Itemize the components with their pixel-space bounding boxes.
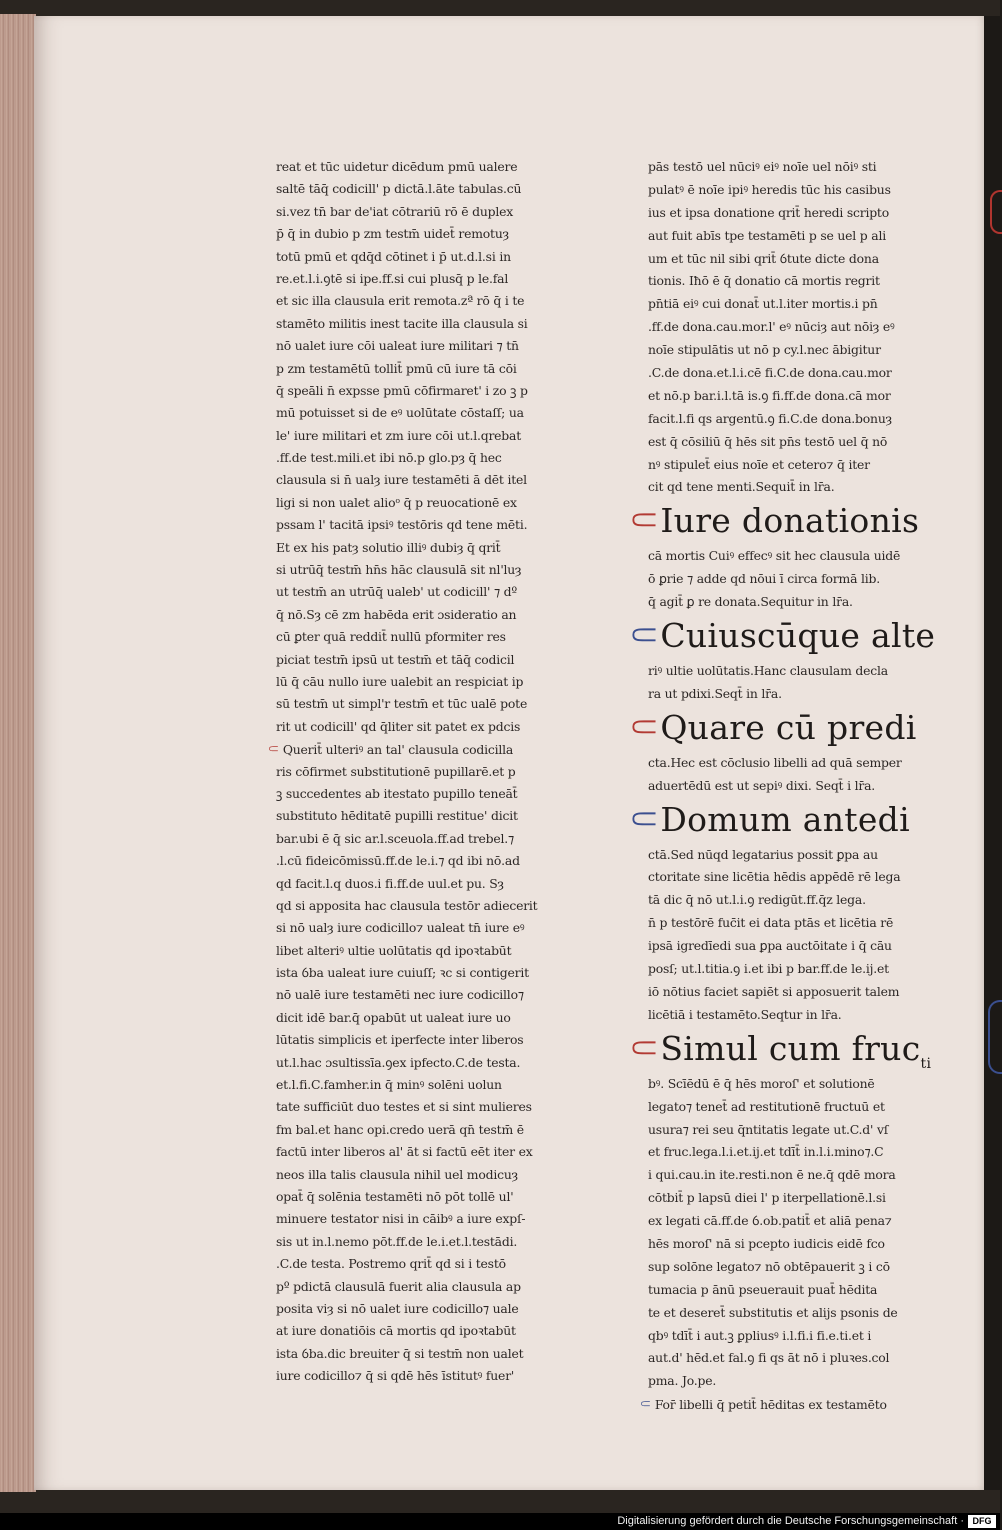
section-heading xyxy=(624,1025,932,1073)
text-line-content: libet alteriꝰ ultie uolūtatis qd ipoꝛtabūt xyxy=(276,942,512,958)
text-line: cōtbit̄ p lapsū diei l' p iterpellationē.l.si xyxy=(648,1190,886,1206)
text-line xyxy=(276,178,538,200)
text-line xyxy=(276,1141,538,1163)
text-line: ctā.Sed nūqd legatarius possit ꝑpa au xyxy=(648,846,878,862)
text-line-content: le' iure militari et zm iure cōi ut.l.qrebat xyxy=(276,427,521,443)
text-line xyxy=(276,649,538,671)
text-line-content: factū inter liberos al' āt si factū eēt iter ex xyxy=(276,1144,533,1160)
text-line xyxy=(276,984,538,1006)
text-line-content: et sic illa clausula erit remota.zª rō q̄ i te xyxy=(276,293,525,309)
text-line: nꝰ stipulet̄ eius noīe et cetero⁊ q̄ iter xyxy=(648,456,870,472)
text-line-content: pssam l' tacitā ipsiꝰ testōris qd tene mēti. xyxy=(276,517,528,533)
text-line: posſ; ut.l.titia.ꝯ i.et ibi p bar.ff.de le.ij.et xyxy=(648,961,889,977)
text-line-content: rit ut codicill' qd q̄liter sit patet ex pdcis xyxy=(276,718,521,734)
text-line-content: bar.ubi ē q̄ sic ar.l.sceuola.ff.ad trebel.⁊ xyxy=(276,830,515,846)
text-line xyxy=(276,380,538,402)
text-line: pās testō uel nūciꝰ eiꝰ noīe uel nōiꝰ sti xyxy=(648,159,877,174)
section-heading-text: Iure donationis xyxy=(660,501,920,541)
text-line-content: .l.cū fideicōmissū.ff.de le.i.⁊ qd ibi nō.ad xyxy=(276,853,520,869)
text-line xyxy=(276,1164,538,1186)
text-line-content: p̄ q̄ in dubio p zm testm̄ uidet̄ remotuȝ xyxy=(276,226,509,242)
text-line-content: ista ỽba.dic breuiter q̄ si testm̄ non ualet xyxy=(276,1345,524,1361)
dfg-logo: DFG xyxy=(968,1515,996,1528)
text-line xyxy=(276,1343,538,1365)
text-line: ctoritate sine licētia hēdis appēdē rē lega xyxy=(648,869,901,885)
text-line: qbꝰ tdīt̄ i aut.ꝫ ꝑpliusꝰ i.l.fi.i fi.e.ti.et i xyxy=(648,1327,872,1343)
text-line: licētiā i testamēto.Seqtur in lr̄a. xyxy=(648,1006,842,1022)
text-line: et nō.p bar.i.l.tā is.ꝯ fi.ff.de dona.cā mor xyxy=(648,387,891,403)
text-line xyxy=(276,223,538,245)
text-line: n̄ p testōrē fuc̄it ei data ptās et licētia rē xyxy=(648,915,894,931)
paragraph-mark: ⸦ xyxy=(266,740,281,759)
text-line-content: mū potuisset si de eꝰ uolūtate cōstaſſ; ua xyxy=(276,405,524,421)
text-line-content: qd facit.l.q duos.i fi.ff.de uul.et pu. Sȝ xyxy=(276,875,504,891)
footer-credit: Digitalisierung gefördert durch die Deutsche Forschungsgemeinschaft · xyxy=(617,1515,964,1527)
text-line xyxy=(276,716,538,738)
text-line: cta.Hec est cōclusio libelli ad quā semper xyxy=(648,754,902,770)
text-line xyxy=(276,693,538,715)
text-line xyxy=(276,1320,538,1342)
text-line: tumacia p ānū pseuerauit puat̄ hēdita xyxy=(648,1281,878,1297)
text-line-content: tate sufficiūt duo testes et si sint mulieres xyxy=(276,1099,532,1115)
right-text-column xyxy=(624,156,936,1416)
text-line-content: si utrūq̄ testm̄ hn̄s hāc clausulā sit nl'luȝ xyxy=(276,562,522,578)
text-line xyxy=(276,1208,538,1230)
section-heading-tail: ti xyxy=(920,1055,932,1072)
text-line-content: totū pmū et qdq̄d cōtinet i p̄ ut.d.l.si in xyxy=(276,248,511,264)
text-line xyxy=(276,447,538,469)
text-line xyxy=(276,671,538,693)
text-line xyxy=(276,201,538,223)
text-line xyxy=(276,1052,538,1074)
rubricated-initial: ⸦ xyxy=(624,796,665,843)
text-line-content: ligi si non ualet alioᵒ q̄ p reuocationē ex xyxy=(276,494,517,510)
text-line xyxy=(276,1365,538,1387)
text-line xyxy=(276,895,538,917)
text-line: facit.l.fi qs argentū.ꝯ fi.C.de dona.bonuȝ xyxy=(648,410,892,426)
text-line-content: ut.l.hac ɔsultissīa.ꝯex ipfecto.C.de testa. xyxy=(276,1054,521,1070)
text-line-content: si.vez tn̄ bar de'iat cōtrariū rō ē duplex xyxy=(276,203,514,219)
text-line-content: ut testm̄ an utrūq̄ ualeb' ut codicill' ⁊ dº xyxy=(276,584,518,600)
text-line xyxy=(276,1253,538,1275)
text-line-content: nō ualet iure cōi ualeat iure militari ⁊ tn̄ xyxy=(276,338,519,354)
text-line: i qui.cau.in ite.resti.non ē ne.q̄ qdē mora xyxy=(648,1167,896,1183)
text-line xyxy=(276,940,538,962)
text-line-content: minuere testator nisi in cāibꝰ a iure expſ- xyxy=(276,1211,526,1227)
text-line: sup solōne legato⁊ nō obtēpauerit ꝫ i cō xyxy=(648,1258,890,1274)
text-line xyxy=(266,738,538,760)
closing-line xyxy=(638,1393,896,1416)
section-heading-text: Cuiuscūque alte xyxy=(660,616,936,656)
text-line xyxy=(276,537,538,559)
text-line: aut.d' hēd.et fal.ꝯ fi qs āt nō i pluꝛes.col xyxy=(648,1350,890,1366)
section-heading-text: Simul cum fruc xyxy=(660,1028,921,1068)
text-line-content: cū ꝑter quā reddit̄ nullū pformiter res xyxy=(276,629,506,645)
text-line: ipsā igredīedi sua ꝑpa auctōitate i q̄ cāu xyxy=(648,938,892,954)
text-line xyxy=(276,1007,538,1029)
rubricated-initial: ⸦ xyxy=(624,704,665,751)
text-line xyxy=(276,290,538,312)
text-line-content: at iure donatiōis cā mortis qd ipoꝛtabūt xyxy=(276,1323,516,1339)
section-heading xyxy=(624,498,920,545)
text-line-content: saltē tāq̄ codicill' p dictā.l.āte tabulas.cū xyxy=(276,181,522,197)
text-line: pulatꝰ ē noīe ipiꝰ heredis tūc his casibus xyxy=(648,181,891,197)
text-line: .ff.de dona.cau.mor.l' eꝰ nūciȝ aut nōiȝ eꝰ xyxy=(648,319,895,335)
text-line xyxy=(276,156,538,178)
text-line xyxy=(276,1074,538,1096)
rubricated-initial: ⸦ xyxy=(624,613,665,660)
text-line-content: ꝫ succedentes ab itestato pupillo teneāt̄ xyxy=(276,785,518,801)
next-page-blue-initial xyxy=(988,1000,1002,1074)
text-line: aduertēdū est ut sepiꝰ dixi. Seqt̄ i lr̄a. xyxy=(648,777,875,793)
text-line: ra ut pdixi.Seqt̄ in lr̄a. xyxy=(648,685,782,701)
text-line: cā mortis Cuiꝰ effecꝰ sit hec clausula uidē xyxy=(648,548,901,564)
text-line-content: q̄ speāli n̄ expsse pmū cōfirmaret' i zo ꝫ p xyxy=(276,382,528,398)
section-heading-text: Quare cū predi xyxy=(660,707,917,747)
text-line xyxy=(276,246,538,268)
text-line xyxy=(276,1029,538,1051)
text-line: hēs moroſ' nā si pcepto iudicis eidē fco xyxy=(648,1235,885,1251)
text-line xyxy=(276,335,538,357)
closing-line-text: For̄ libelli q̄ petit̄ hēditas ex testamēto xyxy=(654,1397,887,1413)
footer-bar xyxy=(0,1513,1000,1530)
text-line xyxy=(276,604,538,626)
text-line-content: fm bal.et hanc opi.credo uerā qn̄ testm̄ ē xyxy=(276,1121,524,1137)
text-line: pma. Jo.pe. xyxy=(648,1373,717,1389)
section-heading xyxy=(624,796,910,844)
text-line-content: .ff.de test.mili.et ibi nō.p glo.pȝ q̄ hec xyxy=(276,450,502,466)
text-line: um et tūc nil sibi qrit̄ ỽtute dicte dona xyxy=(648,250,879,266)
text-line: tā dic q̄ nō ut.l.i.ꝯ redigūt.ff.q̄z lega. xyxy=(648,892,866,908)
text-line-content: Querit̄ ulteriꝰ an tal' clausula codicilla xyxy=(282,742,514,758)
text-line: .C.de dona.et.l.i.cē fi.C.de dona.cau.mor xyxy=(648,365,892,381)
text-line-content: re.et.l.i.ꝯtē si ipe.ff.si cui plusq̄ p le.fal xyxy=(276,270,509,286)
text-line-content: qd si apposita hac clausula testōr adiecerit xyxy=(276,897,538,913)
text-line-content: stamēto militis inest tacite illa clausula si xyxy=(276,315,528,331)
text-line xyxy=(276,492,538,514)
text-line: ex legati cā.ff.de ỽ.ob.patit̄ et aliā pena⁊ xyxy=(648,1213,892,1229)
text-line-content: neos illa talis clausula nihil uel modicuȝ xyxy=(276,1166,518,1182)
text-line xyxy=(276,559,538,581)
section-heading-text: Domum antedi xyxy=(660,799,910,839)
rubricated-initial: ⸦ xyxy=(624,1025,665,1072)
text-line xyxy=(276,783,538,805)
text-line: pn̄tiā eiꝰ cui donat̄ ut.l.iter mortis.i pn̄ xyxy=(648,296,878,312)
text-line-content: .C.de testa. Postremo qrit̄ qd si i testō xyxy=(276,1256,506,1272)
text-line: legato⁊ tenet̄ ad restitutionē fructuū et xyxy=(648,1098,885,1114)
text-line-content: ista ỽba ualeat iure cuiuſſ; ꝛc si contigerit xyxy=(276,965,529,981)
text-line-content: opat̄ q̄ solēnia testamēti nō pōt tollē ul' xyxy=(276,1188,514,1204)
text-line-content: dicit idē bar.q̄ opabūt ut ualeat iure uo xyxy=(276,1009,511,1025)
text-line xyxy=(276,626,538,648)
text-line-content: et.l.fi.C.famher.in q̄ minꝰ solēni uolun xyxy=(276,1077,502,1093)
text-line-content: piciat testm̄ ipsū ut testm̄ et tāq̄ codicil xyxy=(276,651,515,667)
text-line: ius et ipsa donatione qrit̄ heredi scripto xyxy=(648,204,889,220)
text-line-content: lū q̄ cāu nullo iure ualebit an respiciat ip xyxy=(276,673,524,689)
text-line xyxy=(276,1119,538,1141)
text-line xyxy=(276,828,538,850)
text-line xyxy=(276,761,538,783)
text-line: te et deseret̄ substitutis et alijs psonis de xyxy=(648,1304,898,1320)
text-line-content: nō ualē iure testamēti nec iure codicillo⁊ xyxy=(276,987,524,1003)
text-line: cit qd tene menti.Sequit̄ in lr̄a. xyxy=(648,479,835,495)
text-line xyxy=(276,962,538,984)
text-line xyxy=(276,581,538,603)
text-line xyxy=(276,469,538,491)
text-line xyxy=(276,313,538,335)
text-line xyxy=(276,514,538,536)
text-line xyxy=(276,1186,538,1208)
text-line: riꝰ ultie uolūtatis.Hanc clausulam decla xyxy=(648,663,888,679)
text-line-content: Et ex his patȝ solutio illiꝰ dubiȝ q̄ qrit̄ xyxy=(276,539,501,555)
text-line: et fruc.lega.l.i.et.ij.et tdīt̄ in.l.i.mino⁊.C xyxy=(648,1144,884,1160)
text-line: est q̄ cōsiliū q̄ hēs sit pn̄s testō uel q̄ nō xyxy=(648,433,888,449)
text-line: ō ꝑrie ⁊ adde qd nōui ī circa formā lib. xyxy=(648,571,880,587)
text-line-content: q̄ nō.Sȝ cē zm habēda erit ɔsideratio an xyxy=(276,606,517,622)
text-line-content: ris cōfirmet substitutionē pupillarē.et p xyxy=(276,763,516,779)
text-line xyxy=(276,1298,538,1320)
text-line xyxy=(276,1096,538,1118)
text-line-content: sis ut in.l.nemo pōt.ff.de le.i.et.l.testādi. xyxy=(276,1233,518,1249)
text-line: tionis. Iħō ē q̄ donatio cā mortis regrit xyxy=(648,273,880,289)
section-heading xyxy=(624,704,917,752)
text-line-content: si nō ualȝ iure codicillo⁊ ualeat tn̄ iure eꝰ xyxy=(276,920,525,936)
text-line: q̄ agit̄ ꝑ re donata.Sequitur in lr̄a. xyxy=(648,594,853,610)
text-line xyxy=(276,268,538,290)
rubricated-initial: ⸦ xyxy=(624,498,665,545)
paragraph-mark: ⸦ xyxy=(638,1395,653,1414)
text-line xyxy=(276,850,538,872)
text-line-content: lūtatis simplicis et iperfecte inter liberos xyxy=(276,1032,524,1048)
page-edges xyxy=(0,14,36,1492)
text-line: iō nōtius faciet sapiēt si apposuerit talem xyxy=(648,983,900,999)
text-line-content: pº pdictā clausulā fuerit alia clausula ap xyxy=(276,1278,521,1294)
text-line xyxy=(276,1276,538,1298)
text-line xyxy=(276,358,538,380)
left-text-column xyxy=(266,156,538,1387)
text-line-content: posita viȝ si nō ualet iure codicillo⁊ uale xyxy=(276,1300,519,1316)
text-line xyxy=(276,805,538,827)
text-line-content: reat et tūc uidetur dicēdum pmū ualere xyxy=(276,159,518,174)
text-line-content: p zm testamētū tollit̄ pmū cū iure tā cōi xyxy=(276,360,517,376)
text-line-content: substituto hēditatē pupilli restitue' dicit xyxy=(276,808,518,824)
text-line xyxy=(276,402,538,424)
text-line: aut fuit abīs tpe testamēti p se uel p ali xyxy=(648,227,886,243)
text-line xyxy=(276,1231,538,1253)
next-page-red-initial xyxy=(990,190,1002,234)
text-line-content: sū testm̄ ut simpl'r testm̄ et tūc ualē pote xyxy=(276,696,528,712)
text-line: usura⁊ rei seu q̄ntitatis legate ut.C.d' vſ xyxy=(648,1121,889,1137)
text-line-content: clausula si n̄ ualȝ iure testamēti ā dēt itel xyxy=(276,472,527,488)
text-line-content: iure codicillo⁊ q̄ si qdē hēs īstitutꝰ fuer' xyxy=(276,1368,515,1384)
text-line xyxy=(276,917,538,939)
text-line xyxy=(276,425,538,447)
section-heading xyxy=(624,613,936,660)
text-line xyxy=(276,873,538,895)
text-line: noīe stipulātis ut nō p cy.l.nec ābigitur xyxy=(648,342,881,358)
text-line: bꝰ. Scīēdū ē q̄ hēs moroſ' et solutionē xyxy=(648,1075,875,1091)
gutter-shadow xyxy=(984,16,1000,1490)
